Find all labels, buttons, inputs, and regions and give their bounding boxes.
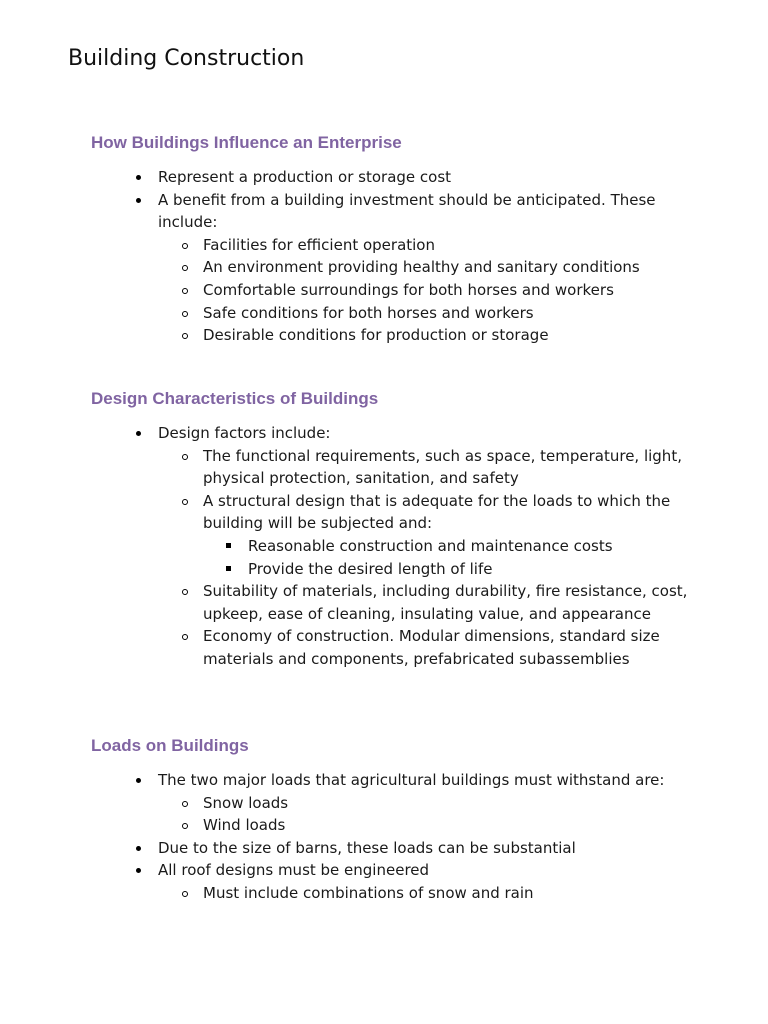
sub-list [203, 882, 698, 905]
list-item [203, 814, 698, 837]
list-item [248, 558, 698, 581]
sub-list [203, 445, 698, 671]
list-item-text: Wind loads [203, 816, 286, 835]
list-item-text: All roof designs must be engineered [158, 861, 430, 880]
list-item-text: Reasonable construction and maintenance costs [248, 536, 613, 555]
filled-bullet-icon [136, 846, 141, 851]
section-heading: Design Characteristics of Buildings [91, 389, 379, 408]
hollow-bullet-icon [182, 454, 188, 460]
list-item [158, 422, 698, 671]
list-item [203, 580, 698, 625]
hollow-bullet-icon [182, 823, 188, 829]
filled-bullet-icon [136, 868, 141, 873]
square-bullet-icon [226, 566, 231, 571]
bullet-list [158, 769, 698, 905]
list-item [158, 769, 698, 837]
hollow-bullet-icon [182, 891, 188, 897]
list-item-text: Represent a production or storage cost [158, 168, 452, 186]
square-bullet-icon [226, 543, 231, 548]
hollow-bullet-icon [182, 499, 188, 505]
filled-bullet-icon [136, 778, 141, 783]
list-item [203, 490, 698, 580]
list-item-text: Safe conditions for both horses and workers [203, 303, 534, 322]
list-item-text: The functional requirements, such as space, temperature, light, physical protection, sanitation, and safety [203, 446, 682, 488]
list-item [203, 324, 698, 347]
section-heading: Loads on Buildings [91, 736, 249, 755]
list-item [158, 189, 698, 347]
list-item-text: Due to the size of barns, these loads can be substantial [158, 838, 576, 857]
sub-list [203, 234, 698, 347]
list-item [203, 625, 698, 670]
list-item [203, 882, 698, 905]
list-item [203, 302, 698, 325]
list-item-text: The two major loads that agricultural buildings must withstand are: [158, 771, 665, 789]
list-item [203, 256, 698, 279]
hollow-bullet-icon [182, 288, 188, 294]
list-item [158, 166, 698, 189]
filled-bullet-icon [136, 198, 141, 203]
list-item-text: Design factors include: [158, 424, 331, 442]
list-item-text: Desirable conditions for production or storage [203, 326, 549, 345]
sub-list [203, 792, 698, 837]
list-item-text: Snow loads [203, 793, 289, 812]
list-item [203, 234, 698, 257]
filled-bullet-icon [136, 175, 141, 180]
bullet-list [158, 422, 698, 671]
list-item-text: A structural design that is adequate for the loads to which the building will be subjected and: [203, 491, 671, 533]
list-item [203, 792, 698, 815]
list-item-text: A benefit from a building investment should be anticipated. These include: [158, 190, 656, 232]
sub-sub-list [248, 535, 698, 580]
list-item-text: Provide the desired length of life [248, 559, 493, 578]
list-item-text: Must include combinations of snow and rain [203, 883, 534, 902]
filled-bullet-icon [136, 431, 141, 436]
list-item [158, 837, 698, 860]
list-item-text: An environment providing healthy and sanitary conditions [203, 258, 640, 277]
list-item [158, 859, 698, 904]
list-item-text: Comfortable surroundings for both horses and workers [203, 280, 614, 299]
list-item-text: Suitability of materials, including durability, fire resistance, cost, upkeep, ease of cleaning, insulating value, and appearance [203, 582, 688, 623]
bullet-list [158, 166, 698, 347]
section-heading: How Buildings Influence an Enterprise [91, 133, 402, 152]
hollow-bullet-icon [182, 311, 188, 317]
list-item [203, 279, 698, 302]
hollow-bullet-icon [182, 243, 188, 249]
list-item-text: Economy of construction. Modular dimensions, standard size materials and components, prefabricated subassemblies [203, 627, 660, 668]
list-item [248, 535, 698, 558]
document-title: Building Construction [68, 46, 305, 71]
hollow-bullet-icon [182, 589, 188, 595]
hollow-bullet-icon [182, 333, 188, 339]
list-item-text: Facilities for efficient operation [203, 235, 435, 254]
hollow-bullet-icon [182, 265, 188, 271]
hollow-bullet-icon [182, 634, 188, 640]
hollow-bullet-icon [182, 801, 188, 807]
list-item [203, 445, 698, 490]
